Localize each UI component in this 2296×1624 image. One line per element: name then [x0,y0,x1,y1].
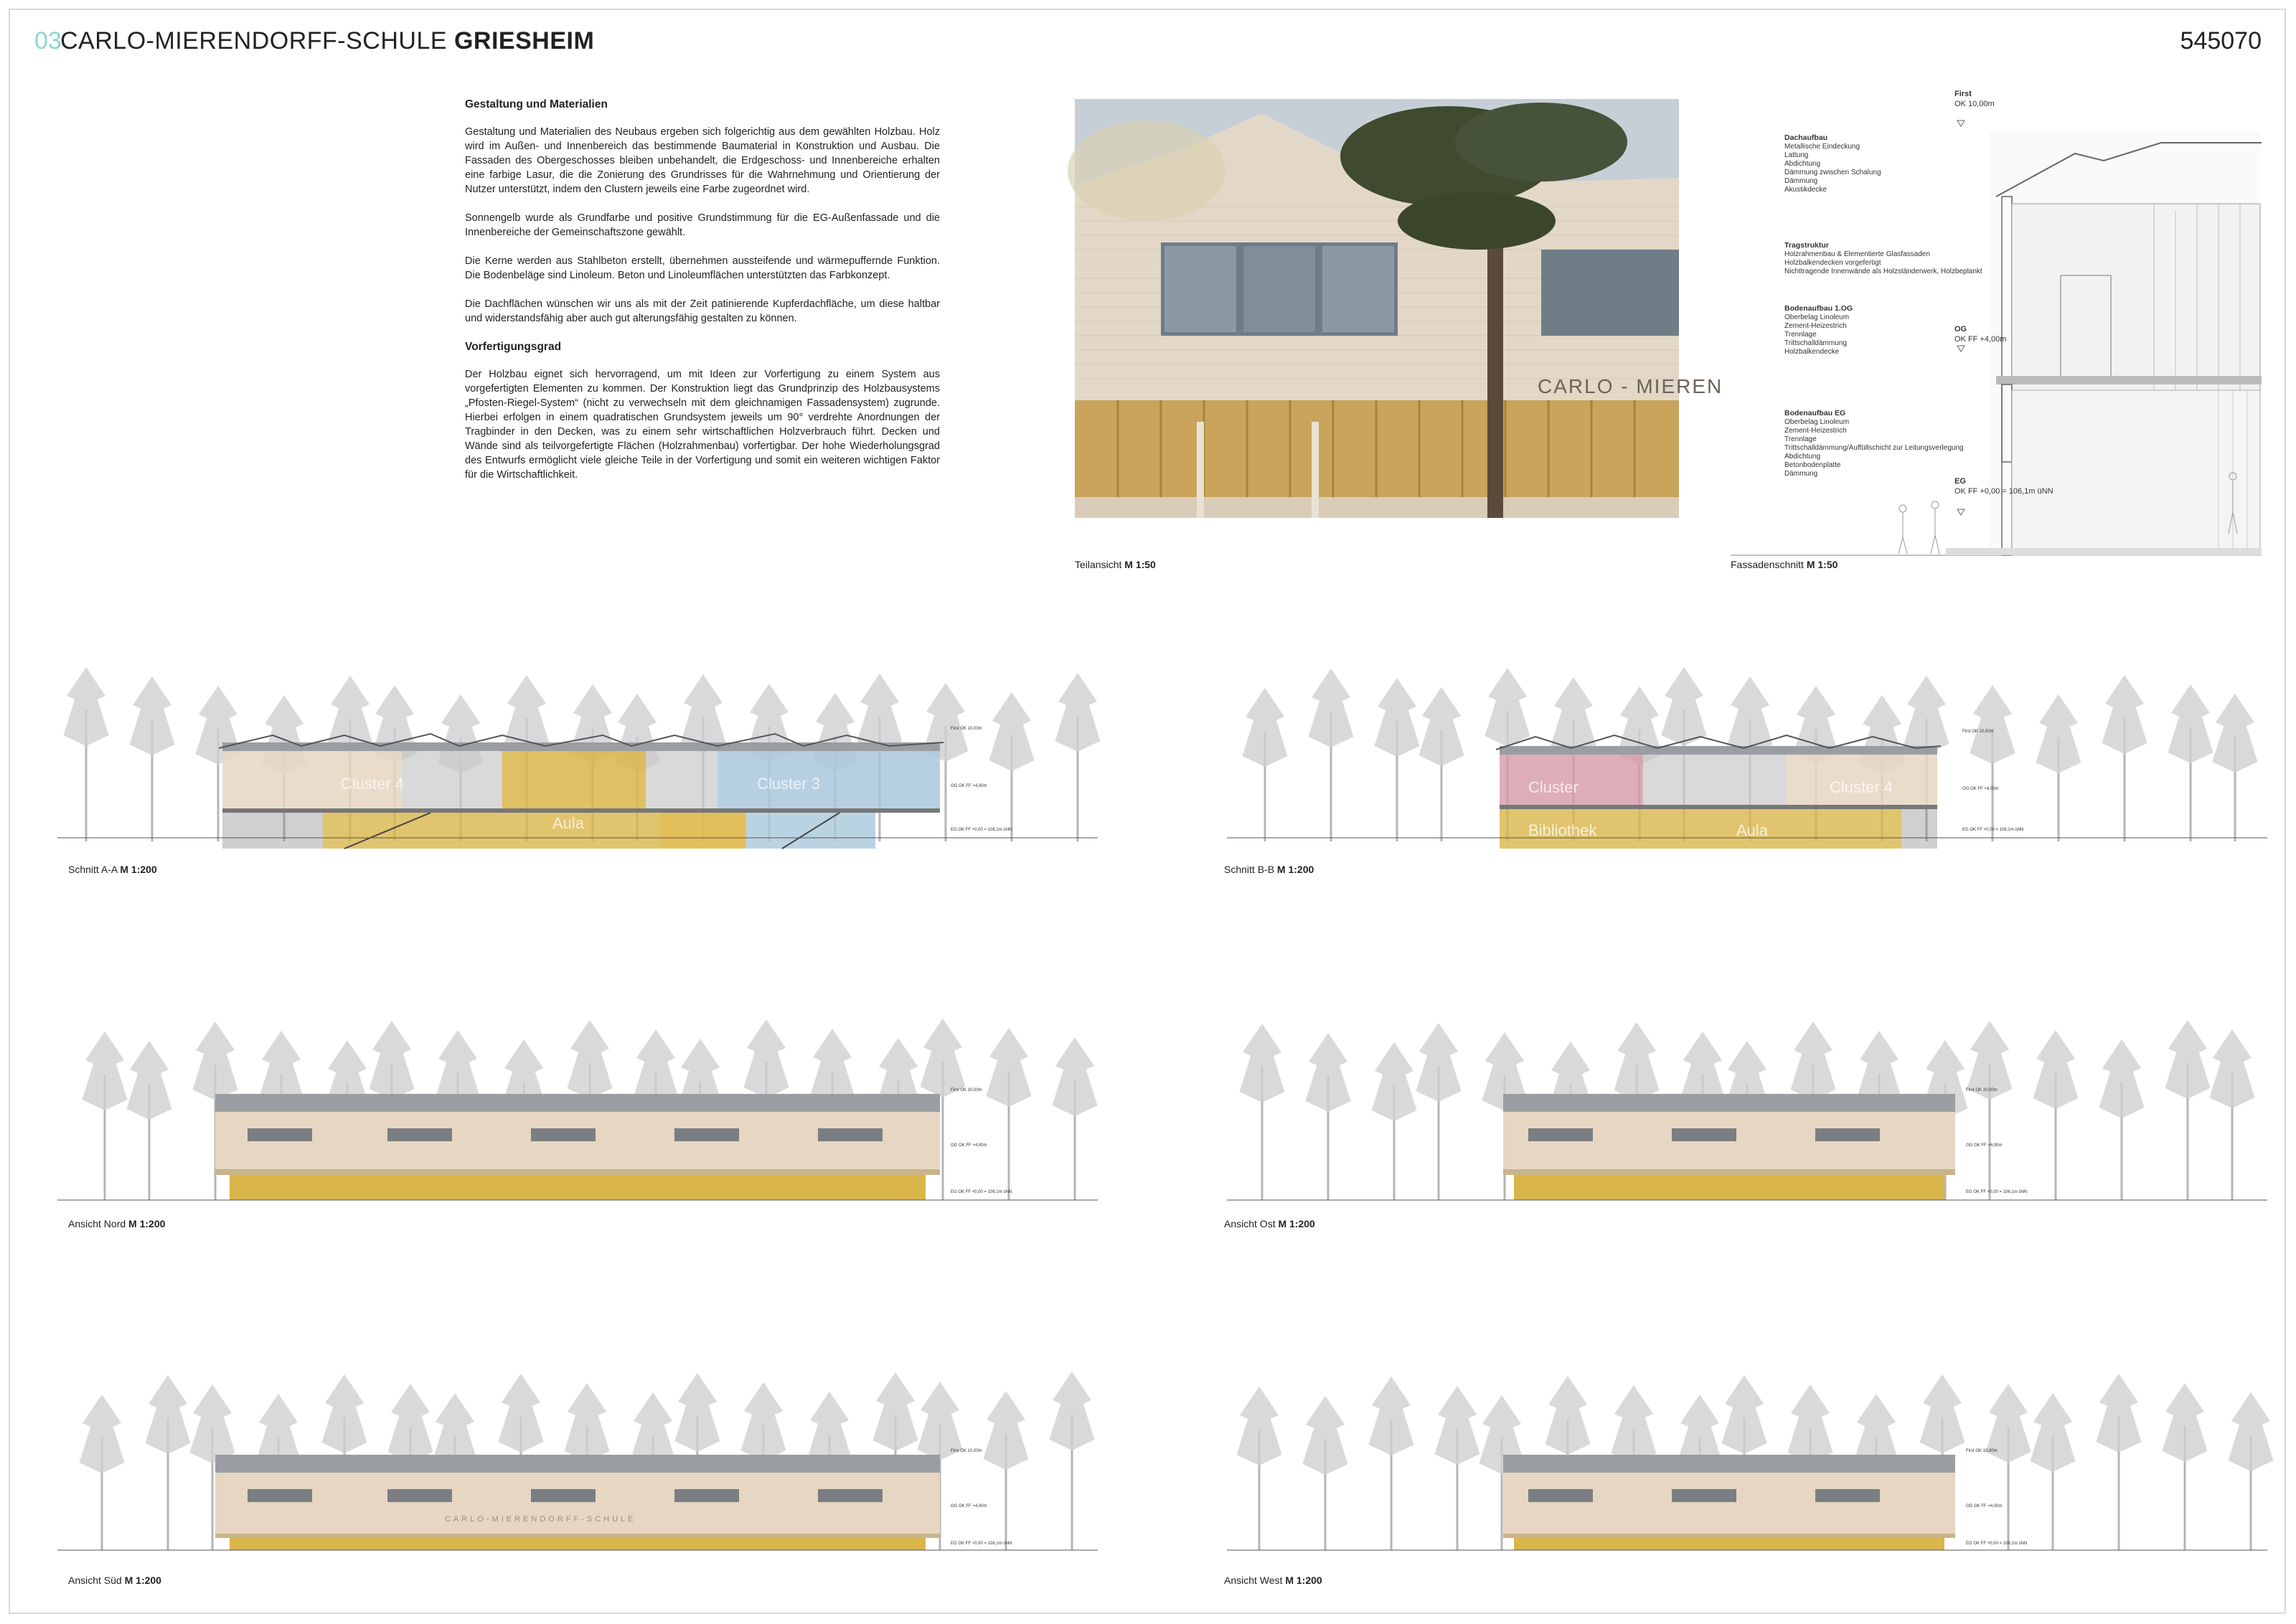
tree-crown [1722,1375,1767,1454]
layer-boden-eg: Bodenaufbau EG Oberbelag Linoleum Zement-Heizestrich Trennlage Trittschalldämmung/Auffüllschicht zur Leitungsverlegung Abdichtung Betonbodenplatte Dämmung [1784,409,1964,478]
tree-crown [987,1028,1032,1107]
tree-crown [322,1374,367,1453]
tree-crown [146,1375,191,1454]
section-aa-cluster-a: Cluster 4 [341,775,405,793]
render-sign: CARLO - MIEREN [1538,375,1723,397]
elevation-west-drawing [1227,1358,2267,1552]
level-label-first: First OK 10,00m [1966,1088,1998,1092]
tree-crown [1904,676,1949,755]
tree-crown [80,1394,125,1473]
heading-vorfertigung: Vorfertigungsgrad [465,341,562,353]
tree-crown [741,1382,786,1461]
layer-boden-og: Bodenaufbau 1.OG Oberbelag Linoleum Zement-Heizestrich Trennlage Trittschalldämmung Holzbalkendecke [1784,304,1853,356]
tree-crown [1419,687,1464,766]
paragraph: Gestaltung und Materialien des Neubaus ergeben sich folgerichtig aus dem gewählten Holzbau. Holz wird im Außen- und Innenbereich das bestimmende Baumaterial in Konstruktion und Ausbau. Die Fassaden des Obergeschosses bleiben unbehandelt, die Erdgeschoss- und Innenbereiche erhalten eine farbige Lasur, die die Zonierung des Grundrisses für die Wahrnehmung und Orientierung der Nutzer unterstützt, indem den Clustern jeweils eine Farbe zugeordnet wird. [465,126,940,195]
level-label-og: OG OK FF +4,00m [951,1143,987,1148]
tree-crown [127,1041,172,1120]
tree-crown [989,692,1035,771]
tree-crown [1612,1385,1657,1464]
title-bold: GRIESHEIM [453,27,595,55]
tree-crown [1662,667,1707,746]
section-aa-cluster-b: Cluster 3 [757,775,821,793]
tree-crown [2168,684,2213,763]
elevation-east-drawing [1227,1008,2267,1202]
tree-crown [1050,1372,1095,1450]
render-caption: Teilansicht M 1:50 [1075,559,1156,570]
title-regular: CARLO-MIERENDORFF-SCHULE [60,27,454,55]
paragraph: Die Kerne werden aus Stahlbeton erstellt, übernehmen aussteifende und wärmepuffernde Funktion. Die Bodenbeläge sind Linoleum. Beton und Linoleumflächen unterstützten das Farbkonzept. [465,255,940,281]
section-bb-caption: Schnitt B-B M 1:200 [1224,864,1314,875]
tree-crown [1237,1387,1282,1465]
tree-crown [2097,1374,2142,1453]
tree-crown [1791,1021,1836,1100]
section-bb-room-a: Bibliothek [1528,821,1597,839]
level-label-first: First OK 10,00m [951,1449,982,1453]
tree-crown [2165,1020,2211,1099]
section-bb-drawing [1227,656,2267,843]
facade-section-caption: Fassadenschnitt M 1:50 [1731,559,1838,570]
paragraph: Die Dachflächen wünschen wir uns als mit der Zeit patinierende Kupferdachfläche, um diese haltbar und widerstandsfähig aber auch gut alterungsfähig gestalten zu können. [465,298,940,324]
level-label-og: OG OK FF +4,00m [1966,1504,2003,1509]
tree-crown [1375,678,1420,757]
tree-crown [1545,1376,1591,1455]
paragraph: Sonnengelb wurde als Grundfarbe und positive Grundstimmung für die EG-Außenfassade und die Innenbereiche der Gemeinschaftszone gewählt. [465,212,940,238]
tree-crown [370,1021,415,1100]
elevation-north-caption: Ansicht Nord M 1:200 [68,1218,166,1229]
section-bb-room-b: Aula [1736,821,1769,839]
elevation-south-caption: Ansicht Süd M 1:200 [68,1575,161,1586]
elevation-east-caption: Ansicht Ost M 1:200 [1224,1218,1315,1229]
tree-crown [2102,675,2147,754]
section-bb-cluster-b: Cluster 4 [1830,778,1893,796]
section-bb-cluster-a: Cluster [1528,778,1578,796]
tree-crown [2033,1030,2079,1109]
section-aa-caption: Schnitt A-A M 1:200 [68,864,157,875]
tree-crown [1920,1374,1965,1453]
tree-crown [984,1391,1029,1470]
tree-crown [193,1021,238,1100]
elevation-south-sign: CARLO-MIERENDORFF-SCHULE [445,1515,636,1524]
level-label-og: OG OK FF +4,00m [1962,787,1999,791]
level-label-eg: EG OK FF +0,00 = 106,1m üNN [951,1542,1012,1546]
level-label-og: OG OK FF +4,00m [951,784,987,788]
level-label-first: First OK 10,00m [1962,730,1994,734]
sheet-number: 03 [34,27,62,55]
level-label-eg: EG OK FF +0,00 = 106,1m üNN [951,828,1012,832]
level-label-og: OG OK FF +4,00m [951,1504,987,1509]
elevation-south-drawing [57,1358,1098,1552]
section-aa-drawing [57,656,1098,843]
tree-crown [1970,685,2015,764]
section-aa-room: Aula [552,814,585,832]
elevation-north-drawing [57,1008,1098,1202]
tree-crown [873,1372,918,1451]
tree-crown [1788,1384,1833,1463]
tree-crown [2163,1383,2208,1462]
tree-crown [675,1373,720,1452]
tree-crown [83,1031,128,1110]
tree-crown [1055,673,1101,752]
project-id: 545070 [2180,27,2262,55]
tree-crown [1485,668,1530,747]
elevation-west-caption: Ansicht West M 1:200 [1224,1575,1322,1586]
tree-crown [921,1019,966,1097]
paragraph: Der Holzbau eignet sich hervorragend, um mit Ideen zur Vorfertigung zu einem System aus vorgefertigten Elementen zu kommen. Der Konstruktion liegt das Grundprinzip des Holzbausystems „Pfosten-Riegel-System“ (nicht zu verwechseln mit dem gleichnamigen Fassadensystem) zugrunde. Hierbei erfolgen in einem quadratischen Grundsystem jeweils um 90° verdrehte Anordnungen der Tragbinder in den Decken, was zu einem sehr wirtschaftlichen Holzverbrauch führt. Decken und Wände sind als teilvorgefertigte Flächen (Holzrahmenbau) vorfertigbar. Der hohe Wiederholungsgrad des Entwurfs ermöglicht viele gleiche Teile in der Vorfertigung und somit ein weiteren wichtigen Faktor für die Wirtschaftlichkeit. [465,369,940,481]
tree-crown [2213,694,2258,773]
tree-crown [1369,1377,1414,1455]
tree-crown [1243,688,1288,767]
tree-crown [2099,1039,2145,1118]
heading-gestaltung: Gestaltung und Materialien [465,98,608,110]
level-label-og: OG OK FF +4,00m [1966,1143,2003,1148]
tree-crown [1309,669,1354,747]
tree-crown [2210,1029,2255,1108]
tree-crown [744,1019,789,1098]
tree-crown [681,674,726,753]
tree-crown [1240,1024,1285,1103]
level-label-eg: EG OK FF +0,00 = 106,1m üNN [1966,1542,2028,1546]
level-label-first: First OK 10,00m [951,727,982,731]
perspective-rendering [1075,99,1723,518]
sheet-title [60,27,594,55]
level-label-eg: EG OK FF +0,00 = 106,1m üNN [1966,1190,2028,1194]
tree-crown [1053,1037,1098,1116]
layer-tragstruktur: Tragstruktur Holzrahmenbau & Elementierte Glasfassaden Holzbalkendecken vorgefertigt Nichttragende Innenwände als Holzständerwerk, Holzbeplankt [1784,241,1982,275]
tree-crown [1435,1386,1480,1465]
tree-crown [1728,676,1773,755]
level-label-eg: EG OK FF +0,00 = 106,1m üNN [1962,828,2024,832]
tree-crown [1372,1042,1417,1121]
tree-crown [1306,1033,1351,1112]
tree-crown [130,676,175,755]
facade-section-drawing [1731,89,2262,555]
tree-crown [2036,694,2081,773]
level-first: First OK 10,00m [1954,90,1995,108]
level-eg: EG OK FF +0,00 = 106,1m üNN [1954,477,2053,496]
tree-crown [1303,1396,1348,1475]
tree-crown [64,667,109,746]
tree-crown [568,1020,613,1099]
tree-crown [565,1383,610,1462]
tree-crown [1416,1023,1462,1102]
tree-crown [388,1384,433,1463]
tree-crown [499,1374,544,1453]
level-label-first: First OK 10,00m [1966,1449,1998,1453]
level-label-first: First OK 10,00m [951,1088,982,1092]
level-og: OG OK FF +4,00m [1954,325,2007,344]
tree-crown [2031,1393,2076,1472]
tree-crown [857,674,903,752]
layer-dachaufbau: Dachaufbau Metallische Eindeckung Lattung Abdichtung Dämmung zwischen Schalung Dämmung Akustikdecke [1784,133,1881,194]
text-column [465,98,940,496]
tree-crown [190,1384,235,1463]
level-label-eg: EG OK FF +0,00 = 106,1m üNN [951,1190,1012,1194]
tree-crown [2229,1392,2274,1471]
tree-crown [1614,1022,1660,1101]
